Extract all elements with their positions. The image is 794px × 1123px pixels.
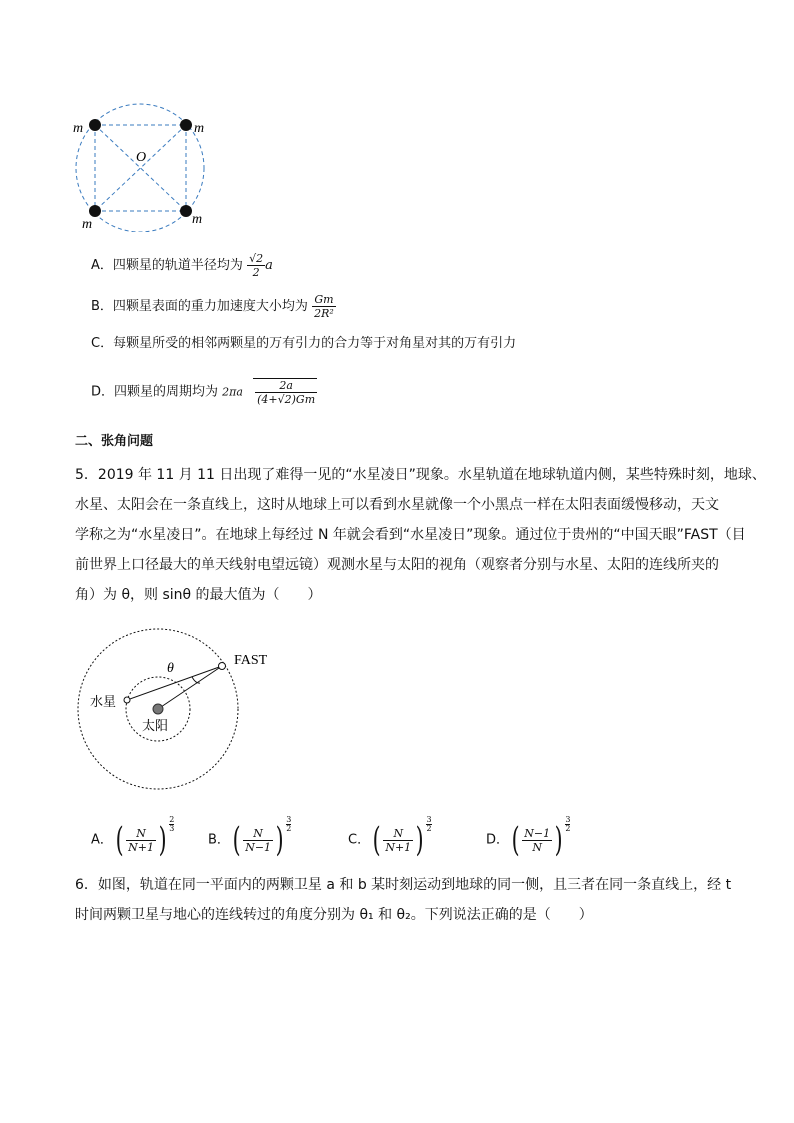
star-bottom-left bbox=[89, 205, 101, 217]
label-m-tr: m bbox=[194, 121, 205, 136]
star-bottom-right bbox=[180, 205, 192, 217]
radical: $\frac{2a}{(4+√2)Gm}$ bbox=[253, 378, 317, 406]
fraction: $\frac{Gm}{\text{2R²}}$ bbox=[314, 293, 334, 320]
q4-option-c: C．每颗星所受的相邻两颗星的万有引力的合力等于对角星对其的万有引力 bbox=[91, 336, 517, 351]
orbit-figure bbox=[72, 628, 282, 794]
q4-option-d: D．四颗星的周期均为 2πa $\frac{2a}{(4+√2)Gm}$ bbox=[91, 379, 316, 406]
q4-option-b: B．四颗星表面的重力加速度大小均为 $\frac{Gm}{\text{2R²}}$ bbox=[91, 293, 334, 320]
label-fast: FAST bbox=[234, 653, 268, 668]
star-top-left bbox=[89, 119, 101, 131]
star-top-right bbox=[180, 119, 192, 131]
q5-option-a: A．( $\frac{N}{N+1}$ ) $\frac{2}{3}$ bbox=[91, 815, 175, 860]
section-title: 二、张角问题 bbox=[75, 434, 154, 449]
label-center-o: O bbox=[136, 150, 147, 165]
label-sun: 太阳 bbox=[142, 719, 169, 734]
label-theta: θ bbox=[167, 661, 174, 676]
label-m-br: m bbox=[192, 212, 203, 227]
label-m-bl: m bbox=[82, 217, 93, 232]
q4-option-a: A．四颗星的轨道半径均为 $\frac{√2}{2}$ a bbox=[91, 252, 273, 279]
four-star-figure bbox=[70, 100, 220, 232]
q5-option-c: C．( $\frac{N}{N+1}$ ) $\frac{3}{2}$ bbox=[348, 815, 432, 860]
q5-option-b: B．( $\frac{N}{N-1}$ ) $\frac{3}{2}$ bbox=[208, 815, 292, 860]
question-6: 6．如图，轨道在同一平面内的两颗卫星 a 和 b 某时刻运动到地球的同一侧，且三者在同一条直线上，经 t 时间两颗卫星与地心的连线转过的角度分别为 θ₁ 和 θ₂。下列说法正确的是（ ） bbox=[75, 877, 732, 923]
sun-icon bbox=[153, 704, 163, 714]
label-m-tl: m bbox=[73, 121, 84, 136]
mercury-icon bbox=[124, 697, 130, 703]
fraction: $\frac{√2}{2}$ bbox=[249, 252, 264, 279]
label-mercury: 水星 bbox=[90, 695, 117, 710]
question-5: 5．2019 年 11 月 11 日出现了难得一见的“水星凌日”现象。水星轨道在地球轨道内侧，某些特殊时刻，地球、 水星、太阳会在一条直线上，这时从地球上可以看到水星就像一个小黑点一样在太阳表面缓慢移动，天文 学称之为“水星凌日”。在地球上每经过 N 年就会看到“水星凌日”现象。通过位于贵州的“中国天眼”FAST（目 前世界上口径最大的单天线射电望远镜）观测水星与太阳的视角（观察者分别与水星、太阳的连线所夹的 角）为 θ，则 sinθ 的最大值为（ ） bbox=[75, 467, 766, 603]
earth-icon bbox=[219, 663, 226, 670]
q5-option-d: D．( $\frac{N-1}{N}$ ) $\frac{3}{2}$ bbox=[486, 815, 571, 860]
